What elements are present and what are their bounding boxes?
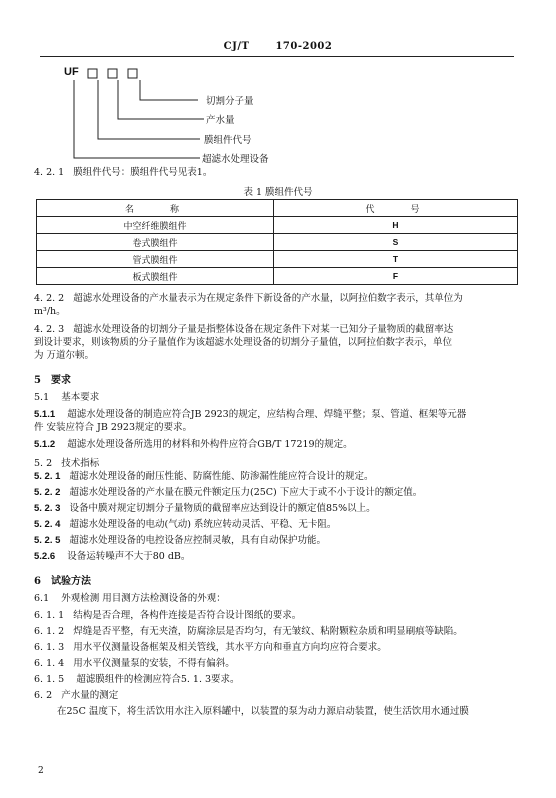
standard-code: CJ/T xyxy=(223,41,250,52)
clause-6-2-paragraph: 在25C 温度下，将生活饮用水注入原料罐中，以装置的泵为动力源启动装置，使生活饮用水通过膜 xyxy=(57,706,469,717)
clause-5-1-1-line1 xyxy=(34,408,466,421)
clause-text: 外观检测 用目测方法检测设备的外观： xyxy=(61,593,226,604)
clause-number: 6.1 xyxy=(34,593,50,604)
section-5-heading xyxy=(34,371,81,386)
clause-6-1 xyxy=(34,592,226,605)
table-header-row xyxy=(37,200,518,217)
clause-number: 5. 2. 3 xyxy=(34,503,61,514)
clause-title: 技术指标 xyxy=(61,458,100,469)
module-code: F xyxy=(274,268,518,285)
table-row xyxy=(37,251,518,268)
clause-number: 6. 1. 5 xyxy=(34,674,65,685)
clause-4-2-2-line2: m³/h。 xyxy=(34,306,66,317)
clause-5-1-2 xyxy=(34,438,353,451)
clause-4-2-3-line1 xyxy=(34,323,453,336)
clause-text: 超滤水处理设备的制造应符合JB 2923的规定，应结构合理、焊缝平整；泵、管道、框架等元器 xyxy=(67,409,467,420)
clause-title: 产水量的测定 xyxy=(61,690,119,701)
designation-diagram xyxy=(0,0,556,190)
module-name: 卷式膜组件 xyxy=(37,234,274,251)
label-water-output: 产水量 xyxy=(206,115,235,126)
clause-number: 5. 2. 1 xyxy=(34,471,61,482)
clause-number: 6. 1. 4 xyxy=(34,658,65,669)
clause-5-2-4 xyxy=(34,518,336,531)
clause-number: 4. 2. 2 xyxy=(34,293,65,304)
clause-title: 基本要求 xyxy=(61,392,100,403)
clause-number: 5. 2 xyxy=(34,458,53,469)
module-code: H xyxy=(274,217,518,234)
clause-text: 超滤水处理设备的耐压性能、防腐性能、防渗漏性能应符合设计的规定。 xyxy=(69,471,374,482)
membrane-module-table xyxy=(36,199,518,285)
label-cut-off-mw: 切割分子量 xyxy=(206,96,254,107)
clause-text: 膜组件代号：膜组件代号见表1。 xyxy=(73,167,213,178)
section-number: 6 xyxy=(34,576,41,587)
placeholder-box-3 xyxy=(128,69,137,78)
clause-5-1-1-line2: 件 安装应符合 JB 2923规定的要求。 xyxy=(34,422,193,433)
section-title: 要求 xyxy=(50,375,71,386)
clause-6-1-5 xyxy=(34,673,240,686)
clause-6-1-4 xyxy=(34,657,235,670)
clause-4-2-1 xyxy=(34,166,212,179)
clause-text: 超滤水处理设备的电控设备应控制灵敏，具有自动保护功能。 xyxy=(69,535,326,546)
clause-number: 6. 2 xyxy=(34,690,53,701)
diagram-lines xyxy=(0,0,556,190)
clause-text: 用水平仪测量设备框架及相关管线，其水平方向和垂直方向均应符合要求。 xyxy=(73,642,387,653)
section-title: 试验方法 xyxy=(50,576,91,587)
module-code: S xyxy=(274,234,518,251)
clause-text: 超滤水处理设备的切割分子量是指整体设备在规定条件下对某一已知分子量物质的截留率达 xyxy=(73,324,454,335)
clause-6-2 xyxy=(34,689,118,702)
clause-number: 6. 1. 2 xyxy=(34,626,65,637)
clause-5-2-3 xyxy=(34,502,376,515)
table-caption: 表 1 膜组件代号 xyxy=(243,187,313,198)
clause-number: 5. 2. 5 xyxy=(34,535,61,546)
clause-6-1-1 xyxy=(34,609,301,622)
leader-line-1 xyxy=(140,80,198,100)
clause-5-2 xyxy=(34,457,99,470)
clause-text: 焊缝是否平整，有无夹渣，防腐涂层是否均匀，有无皱纹、粘附颗粒杂质和明显刷痕等缺陷。 xyxy=(73,626,463,637)
clause-5-2-6 xyxy=(34,550,190,563)
clause-text: 用水平仪测量泵的安装，不得有偏斜。 xyxy=(73,658,235,669)
clause-text: 超滤水处理设备的产水量在膜元件额定压力(25C) 下应大于或不小于设计的额定值。 xyxy=(69,487,423,498)
clause-number: 5. 2. 2 xyxy=(34,487,61,498)
clause-5-2-1 xyxy=(34,470,374,483)
standard-number: 170-2002 xyxy=(275,41,333,52)
section-6-heading xyxy=(34,572,101,587)
module-name: 中空纤维膜组件 xyxy=(37,217,274,234)
clause-text: 设备运转噪声不大于80 dB。 xyxy=(67,551,191,562)
placeholder-box-2 xyxy=(108,69,117,78)
clause-6-1-3 xyxy=(34,641,387,654)
designation-prefix: UF xyxy=(64,66,79,78)
table-row xyxy=(37,217,518,234)
header-name: 名 称 xyxy=(37,200,274,217)
clause-4-2-2-line1 xyxy=(34,292,463,305)
section-number: 5 xyxy=(34,375,41,386)
clause-text: 超滤水处理设备的产水量表示为在规定条件下新设备的产水量，以阿拉伯数字表示，其单位为 xyxy=(73,293,463,304)
leader-line-3 xyxy=(98,80,200,139)
label-module-code: 膜组件代号 xyxy=(204,135,252,146)
clause-text: 超滤膜组件的检测应符合5. 1. 3要求。 xyxy=(76,674,240,685)
clause-text: 超滤水处理设备的电动(气动) 系统应转动灵活、平稳、无卡阻。 xyxy=(69,519,337,530)
table-row xyxy=(37,234,518,251)
module-name: 管式膜组件 xyxy=(37,251,274,268)
header-code: 代 号 xyxy=(274,200,518,217)
clause-number: 6. 1. 1 xyxy=(34,610,65,621)
clause-text: 超滤水处理设备所选用的材料和外构件应符合GB/T 17219的规定。 xyxy=(67,439,353,450)
clause-6-1-2 xyxy=(34,625,463,638)
label-uf-equipment: 超滤水处理设备 xyxy=(202,154,269,165)
clause-number: 4. 2. 1 xyxy=(34,167,65,178)
module-name: 板式膜组件 xyxy=(37,268,274,285)
clause-number: 5. 2. 4 xyxy=(34,519,61,530)
clause-5-2-5 xyxy=(34,534,326,547)
clause-number: 5.1 xyxy=(34,392,50,403)
clause-5-1 xyxy=(34,391,99,404)
page-number: 2 xyxy=(38,766,44,776)
placeholder-box-1 xyxy=(88,69,97,78)
clause-number: 5.2.6 xyxy=(34,551,56,562)
clause-text: 设备中膜对规定切割分子量物质的截留率应达到设计的额定值85%以上。 xyxy=(69,503,376,514)
clause-number: 5.1.1 xyxy=(34,409,56,420)
clause-text: 结构是否合理，各构件连接是否符合设计图纸的要求。 xyxy=(73,610,302,621)
table-row xyxy=(37,268,518,285)
clause-number: 6. 1. 3 xyxy=(34,642,65,653)
clause-4-2-3-line3: 为 万道尔顿。 xyxy=(34,350,95,361)
clause-5-2-2 xyxy=(34,486,422,499)
clause-4-2-3-line2: 到设计要求，则该物质的分子量值作为该超滤水处理设备的切割分子量值，以阿拉伯数字表示，单位 xyxy=(34,337,453,348)
clause-number: 5.1.2 xyxy=(34,439,56,450)
module-code: T xyxy=(274,251,518,268)
clause-number: 4. 2. 3 xyxy=(34,324,65,335)
